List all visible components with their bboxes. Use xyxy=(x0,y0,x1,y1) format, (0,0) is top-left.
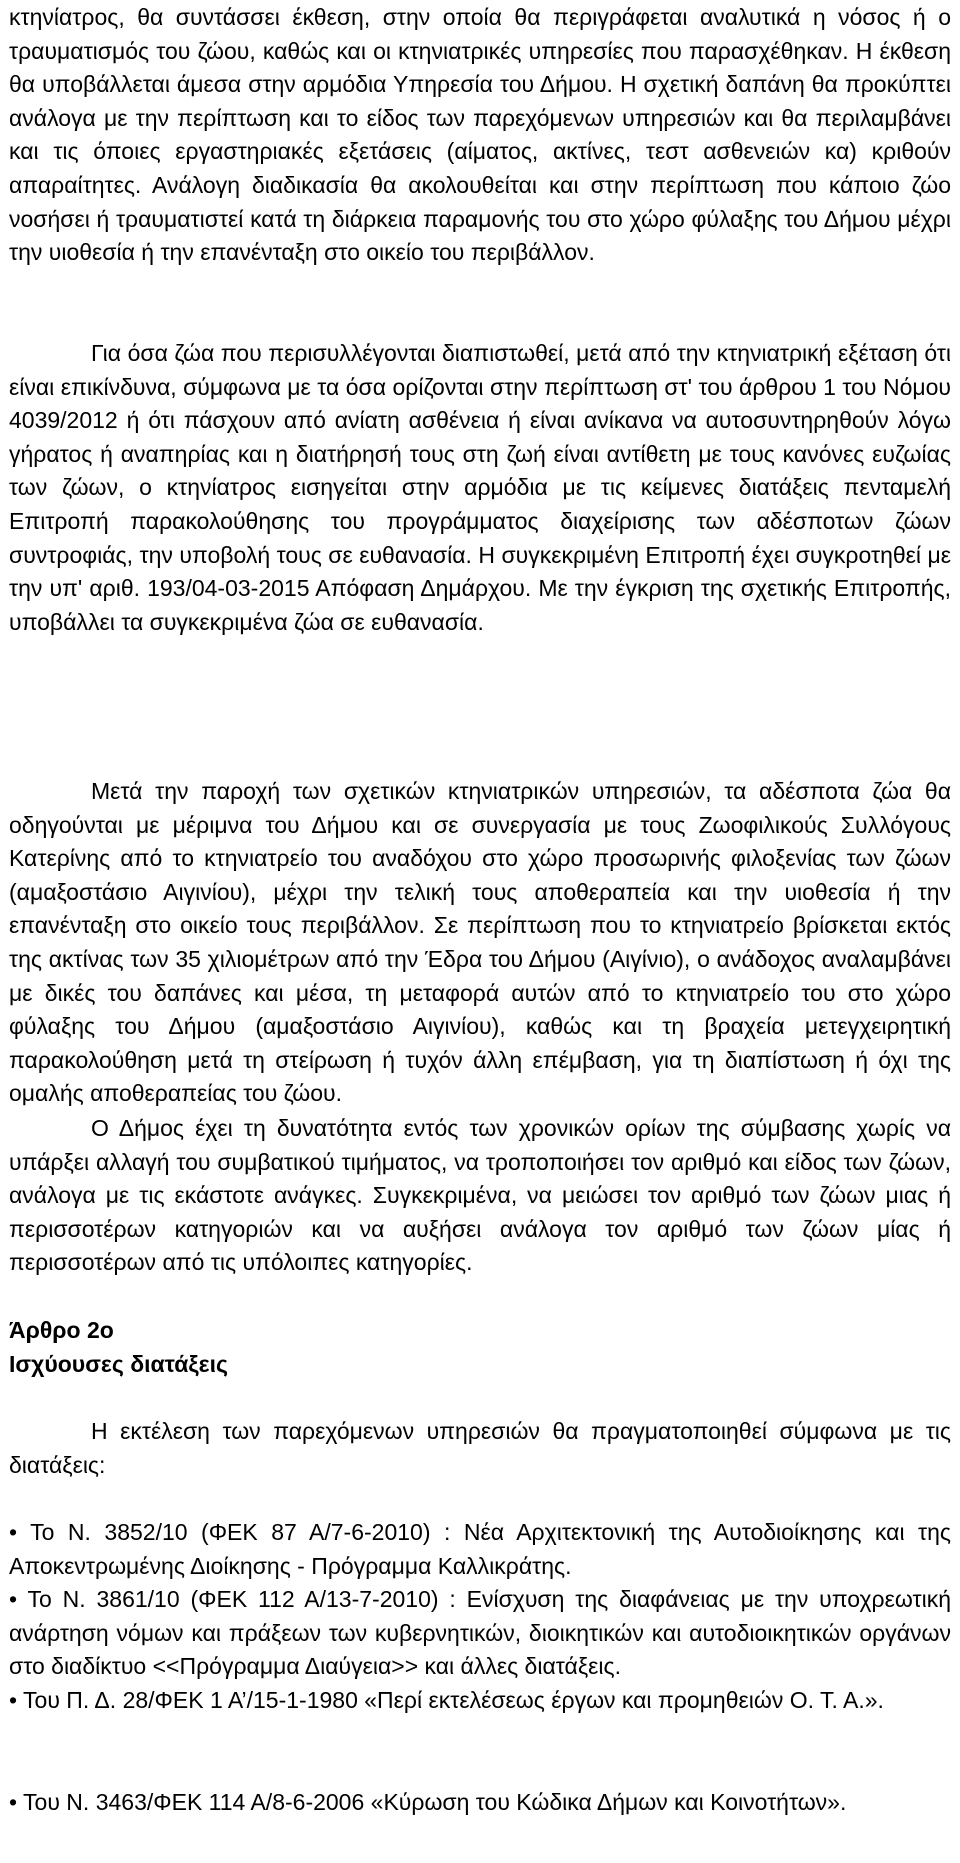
provisions-list-continued xyxy=(9,1786,951,1820)
article-heading xyxy=(9,1314,951,1381)
provisions-list xyxy=(9,1516,951,1718)
paragraph-euthanasia: Για όσα ζώα που περισυλλέγονται διαπιστωθεί, μετά από την κτηνιατρική εξέταση ότι είναι επικίνδυνα, σύμφωνα με τα όσα ορίζονται στην περίπτωση στ' του άρθρου 1 του Νόμου 4039/2012 ή ότι πάσχουν από ανίατη ασθένεια ή είναι ανίκανα να αυτοσυντηρηθούν λόγω γήρατος ή αναπηρίας και η διατήρησή τους στη ζωή είναι αντίθετη με τους κανόνες ευζωίας των ζώων, ο κτηνίατρος εισηγείται στην αρμόδια με τις κείμενες διατάξεις πενταμελή Επιτροπή παρακολούθησης του προγράμματος διαχείρισης των αδέσποτων ζώων συντροφιάς, την υποβολή τους σε ευθανασία. Η συγκεκριμένη Επιτροπή έχει συγκροτηθεί με την υπ' αριθ. 193/04-03-2015 Απόφαση Δημάρχου. Με την έγκριση της σχετικής Επιτροπής, υποβάλλει τα συγκεκριμένα ζώα σε ευθανασία. xyxy=(9,340,951,635)
list-item: • Του Π. Δ. 28/ΦΕΚ 1 Α’/15-1-1980 «Περί εκτελέσεως έργων και προμηθειών Ο. Τ. Α.». xyxy=(9,1686,884,1713)
article-title: Ισχύουσες διατάξεις xyxy=(9,1350,228,1377)
list-item: • Το Ν. 3861/10 (ΦΕΚ 112 Α/13-7-2010) : Ενίσχυση της διαφάνειας με την υποχρεωτική ανάρτηση νόμων και πράξεων των κυβερνητικών, διοικητικών και αυτοδιοικητικών οργάνων στο διαδίκτυο <<Πρόγραμμα Διαύγεια>> και άλλες διατάξεις. xyxy=(9,1586,951,1680)
list-item: • Το Ν. 3852/10 (ΦΕΚ 87 Α/7-6-2010) : Νέα Αρχιτεκτονική της Αυτοδιοίκησης και της Αποκεντρωμένης Διοίκησης - Πρόγραμμα Καλλικράτης. xyxy=(9,1519,951,1579)
paragraph-intro: Η εκτέλεση των παρεχόμενων υπηρεσιών θα πραγματοποιηθεί σύμφωνα με τις διατάξεις: xyxy=(9,1418,951,1478)
paragraph-contract-modification: Ο Δήμος έχει τη δυνατότητα εντός των χρονικών ορίων της σύμβασης χωρίς να υπάρξει αλλαγή του συμβατικού τιμήματος, να τροποποιήσει τον αριθμό και είδος των ζώων, ανάλογα με τις εκάστοτε ανάγκες. Συγκεκριμένα, να μειώσει τον αριθμό των ζώων μιας ή περισσοτέρων κατηγοριών και να αυξήσει ανάλογα τον αριθμό των ζώων μίας ή περισσοτέρων από τις υπόλοιπες κατηγορίες. xyxy=(9,1115,951,1276)
paragraph-shelter-transfer: Μετά την παροχή των σχετικών κτηνιατρικών υπηρεσιών, τα αδέσποτα ζώα θα οδηγούνται με μέριμνα του Δήμου και σε συνεργασία με τους Ζωοφιλικούς Συλλόγους Κατερίνης από το κτηνιατρείο του αναδόχου στο χώρο προσωρινής φιλοξενίας των ζώων (αμαξοστάσιο Αιγινίου), μέχρι την τελική τους αποθεραπεία και την υιοθεσία ή την επανένταξη στο οικείο τους περιβάλλον. Σε περίπτωση που το κτηνιατρείο βρίσκεται εκτός της ακτίνας των 35 χιλιομέτρων από την Έδρα του Δήμου (Αιγίνιο), ο ανάδοχος αναλαμβάνει με δικές του δαπάνες και μέσα, τη μεταφορά αυτών από το κτηνιατρείο του στο χώρο φύλαξης του Δήμου (αμαξοστάσιο Αιγινίου), καθώς και τη βραχεία μετεγχειρητική παρακολούθηση μετά τη στείρωση ή τυχόν άλλη επέμβαση, για τη διαπίστωση ή όχι της ομαλής αποθεραπείας του ζώου. xyxy=(9,778,951,1107)
list-item: • Του Ν. 3463/ΦΕΚ 114 Α/8-6-2006 «Κύρωση του Κώδικα Δήμων και Κοινοτήτων». xyxy=(9,1789,847,1815)
article-number: Άρθρο 2ο xyxy=(9,1317,114,1343)
paragraph-veterinary-report: κτηνίατρος, θα συντάσσει έκθεση, στην οποία θα περιγράφεται αναλυτικά η νόσος ή ο τραυματισμός του ζώου, καθώς και οι κτηνιατρικές υπηρεσίες που παρασχέθηκαν. Η έκθεση θα υποβάλλεται άμεσα στην αρμόδια Υπηρεσία του Δήμου. Η σχετική δαπάνη θα προκύπτει ανάλογα με την περίπτωση και το είδος των παρεχόμενων υπηρεσιών και θα περιλαμβάνει και τις όποιες εργαστηριακές εξετάσεις (αίματος, ακτίνες, τεστ ασθενειών κα) κριθούν απαραίτητες. Ανάλογη διαδικασία θα ακολουθείται και στην περίπτωση που κάποιο ζώο νοσήσει ή τραυματιστεί κατά τη διάρκεια παραμονής του στο χώρο φύλαξης του Δήμου μέχρι την υιοθεσία ή την επανένταξη στο οικείο του περιβάλλον. xyxy=(9,4,951,266)
